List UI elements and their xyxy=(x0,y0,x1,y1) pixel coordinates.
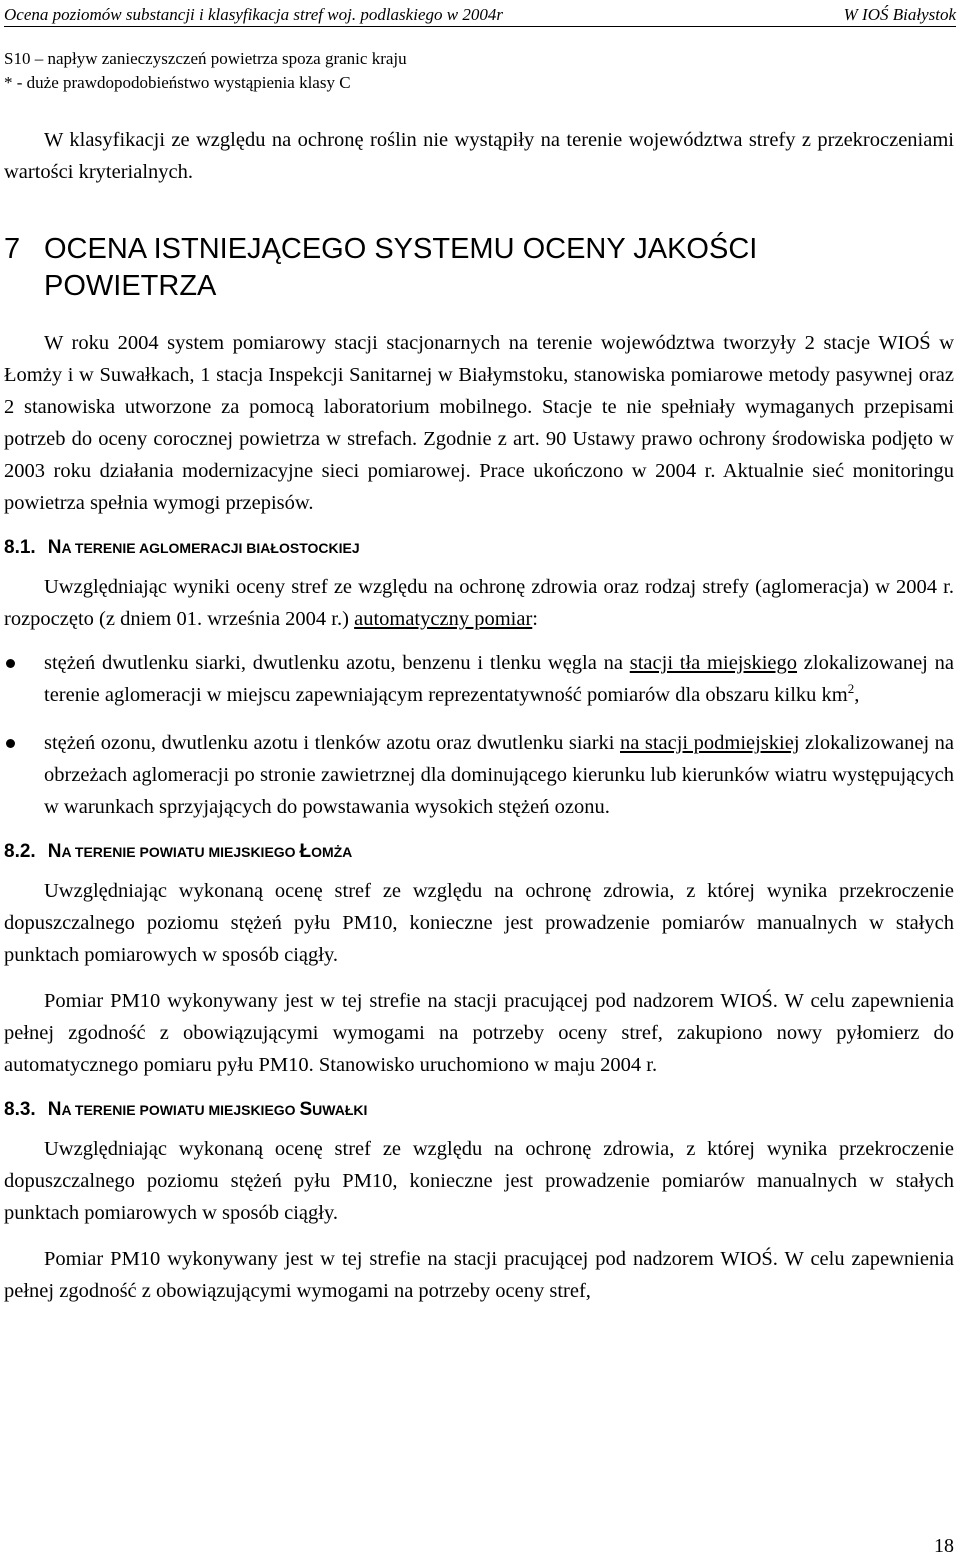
note-line: S10 – napływ zanieczyszczeń powietrza spoza granic kraju xyxy=(4,49,407,68)
section-title-cap: N xyxy=(47,841,62,862)
section-title: A TERENIE AGLOMERACJI BIAŁOSTOCKIEJ xyxy=(61,540,360,556)
section-heading-8-2 xyxy=(4,839,954,865)
paragraph-gap xyxy=(4,971,954,985)
main-content xyxy=(4,124,954,1307)
bullet-icon xyxy=(6,659,15,668)
paragraph-gap xyxy=(4,1229,954,1243)
bullet-text-part: , xyxy=(854,684,860,706)
section-heading-8-3 xyxy=(4,1097,954,1123)
superscript: 2 xyxy=(847,681,855,697)
section-title-cap: S xyxy=(299,1099,313,1120)
section-title: UWAŁKI xyxy=(312,1102,368,1118)
section-8-2-paragraph-1: Uwzględniając wykonaną ocenę stref ze względu na ochronę zdrowia, z której wynika przekroczenie dopuszczalnego poziomu stężeń pyłu PM10, konieczne jest prowadzenie pomiarów manualnych w stałych punktach pomiarowych w sposób ciągły. xyxy=(4,880,954,966)
list-item xyxy=(4,647,954,711)
section-title: A TERENIE POWIATU MIEJSKIEGO xyxy=(61,1102,300,1118)
section-title-cap: Ł xyxy=(299,841,312,862)
underlined-text: stacji tła miejskiego xyxy=(629,652,798,674)
section-title: A TERENIE POWIATU MIEJSKIEGO xyxy=(61,844,300,860)
section-8-3-paragraph-1: Uwzględniając wykonaną ocenę stref ze względu na ochronę zdrowia, z której wynika przekroczenie dopuszczalnego poziomu stężeń pyłu PM10, konieczne jest prowadzenie pomiarów manualnych w stałych punktach pomiarowych w sposób ciągły. xyxy=(4,1138,954,1224)
chapter-title-line2: POWIETRZA xyxy=(44,270,217,302)
chapter-number: 7 xyxy=(4,233,21,265)
section-title-cap: N xyxy=(47,1099,62,1120)
section-8-2-paragraph-2: Pomiar PM10 wykonywany jest w tej strefie na stacji pracującej pod nadzorem WIOŚ. W celu zapewnienia pełnej zgodność z obowiązującymi wymogami na potrzeby oceny stref, zakupiono nowy pyłomierz do automatycznego pomiaru pyłu PM10. Stanowisko uruchomiono w maju 2004 r. xyxy=(4,990,954,1076)
legend-notes xyxy=(4,47,944,95)
page-header xyxy=(4,2,956,26)
section-title: OMŻA xyxy=(311,844,353,860)
list-item xyxy=(4,727,954,823)
paragraph-end: : xyxy=(532,608,538,630)
header-right: W IOŚ Białystok xyxy=(843,5,956,24)
section-number: 8.3. xyxy=(4,1099,36,1120)
bullet-icon xyxy=(6,739,15,748)
underlined-text: na stacji podmiejskiej xyxy=(620,732,800,754)
section-number: 8.2. xyxy=(4,841,36,862)
section-title-cap: N xyxy=(47,537,62,558)
chapter-paragraph: W roku 2004 system pomiarowy stacji stacjonarnych na terenie województwa tworzyły 2 stacje WIOŚ w Łomży i w Suwałkach, 1 stacja Inspekcji Sanitarnej w Białymstoku, stanowiska pomiarowe metody pasywnej oraz 2 stanowiska utworzone za pomocą laboratorium mobilnego. Stacje te nie spełniały wymaganych przepisami potrzeb do oceny corocznej powietrza w strefach. Zgodnie z art. 90 Ustawy prawo ochrony środowiska podjęto w 2003 roku działania modernizacyjne sieci pomiarowej. Prace ukończono w 2004 r. Aktualnie sieć monitoringu powietrza spełnia wymogi przepisów. xyxy=(4,332,954,514)
section-8-1-paragraph xyxy=(4,571,954,635)
chapter-title-line1: OCENA ISTNIEJĄCEGO SYSTEMU OCENY JAKOŚCI xyxy=(44,233,758,265)
header-rule xyxy=(4,26,956,27)
paragraph-text: Uwzględniając wyniki oceny stref ze względu na ochronę zdrowia oraz rodzaj strefy (aglomeracja) w 2004 r. rozpoczęto (z dniem 01. września 2004 r.) xyxy=(4,576,954,630)
note-line: * - duże prawdopodobieństwo wystąpienia klasy C xyxy=(4,73,351,92)
underlined-text: automatyczny pomiar xyxy=(354,608,533,630)
intro-paragraph: W klasyfikacji ze względu na ochronę roślin nie wystąpiły na terenie województwa strefy z przekroczeniami wartości kryterialnych. xyxy=(4,129,954,183)
header-left: Ocena poziomów substancji i klasyfikacja stref woj. podlaskiego w 2004r xyxy=(4,5,503,24)
chapter-heading xyxy=(4,231,954,305)
bullet-text xyxy=(44,727,954,823)
section-heading-8-1 xyxy=(4,535,954,561)
bullet-text-part: zlokalizowanej na obrzeżach aglomeracji po stronie zawietrznej dla dominującego kierunku lub kierunków wiatru występujących w warunkach sprzyjających do powstawania wysokich stężeń ozonu. xyxy=(44,732,954,818)
bullet-list xyxy=(4,647,954,823)
page-number: 18 xyxy=(934,1535,954,1557)
section-number: 8.1. xyxy=(4,537,36,558)
bullet-text-part: zlokalizowanej na terenie aglomeracji w miejscu zapewniającym reprezentatywność pomiarów dla obszaru kilku km xyxy=(44,652,954,706)
bullet-text xyxy=(44,647,954,711)
section-8-3-paragraph-2: Pomiar PM10 wykonywany jest w tej strefie na stacji pracującej pod nadzorem WIOŚ. W celu zapewnienia pełnej zgodność z obowiązującymi wymogami na potrzeby oceny stref, xyxy=(4,1248,954,1302)
bullet-text-part: stężeń dwutlenku siarki, dwutlenku azotu, benzenu i tlenku węgla na xyxy=(44,652,630,674)
bullet-text-part: stężeń ozonu, dwutlenku azotu i tlenków azotu oraz dwutlenku siarki xyxy=(44,732,620,754)
